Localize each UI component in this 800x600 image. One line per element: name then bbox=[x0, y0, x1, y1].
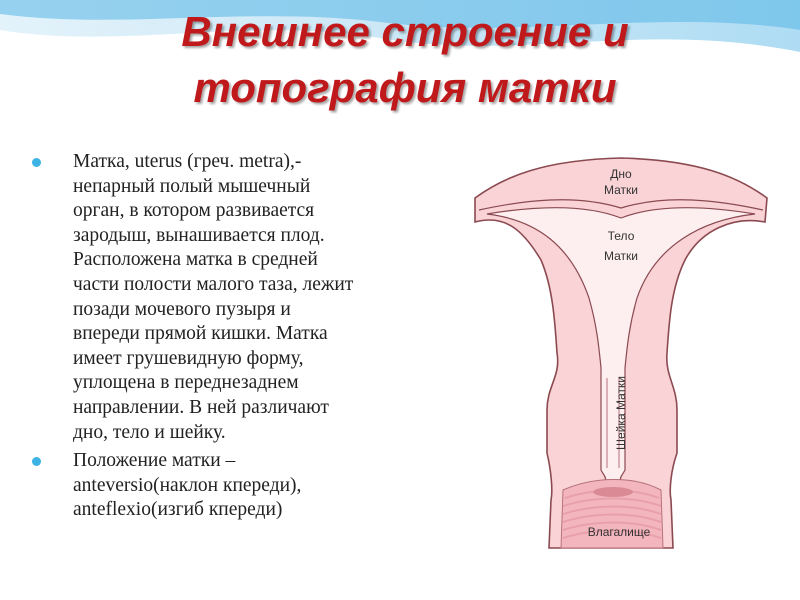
text-line: имеет грушевидную форму, bbox=[73, 347, 304, 369]
bullet-dot-icon bbox=[32, 158, 41, 167]
text-line: позади мочевого пузыря и bbox=[73, 298, 291, 320]
title-line: Внешнее строение и bbox=[181, 8, 629, 55]
bullet-dot-icon bbox=[32, 457, 41, 466]
text-line: впереди прямой кишки. Матка bbox=[73, 323, 328, 345]
label-fundus: Дно bbox=[610, 167, 632, 181]
bullet-definition bbox=[30, 150, 460, 445]
label-cervix: Шейка Матки bbox=[614, 376, 628, 450]
text-line: Расположена матка в средней bbox=[73, 249, 318, 271]
text-line: направлении. В ней различают bbox=[73, 396, 329, 418]
text-line: дно, тело и шейку. bbox=[73, 421, 226, 443]
bullet-list bbox=[30, 150, 460, 523]
text-line: части полости малого таза, лежит bbox=[73, 273, 354, 295]
label-body: Тело bbox=[607, 229, 635, 243]
text-line: anteversio(наклон кпереди), bbox=[73, 474, 302, 496]
label-body: Матки bbox=[604, 249, 638, 263]
text-line: непарный полый мышечный bbox=[73, 175, 311, 197]
label-vagina: Влагалище bbox=[587, 525, 651, 539]
text-line: зародыш, вынашивается плод. bbox=[73, 224, 325, 246]
text-line: Положение матки – bbox=[73, 450, 236, 472]
uterus-illustration bbox=[465, 148, 778, 553]
text-line: уплощена в переднезаднем bbox=[73, 372, 299, 394]
text-line: Матка, uterus (греч. metra),- bbox=[73, 151, 302, 172]
slide-title bbox=[60, 4, 750, 116]
label-fundus: Матки bbox=[604, 183, 638, 197]
text-line: орган, в котором развивается bbox=[73, 200, 315, 222]
title-line: топография матки bbox=[193, 64, 617, 111]
text-line: anteflexio(изгиб кпереди) bbox=[73, 499, 283, 521]
bullet-position bbox=[30, 449, 460, 523]
uterus-diagram bbox=[465, 148, 778, 553]
